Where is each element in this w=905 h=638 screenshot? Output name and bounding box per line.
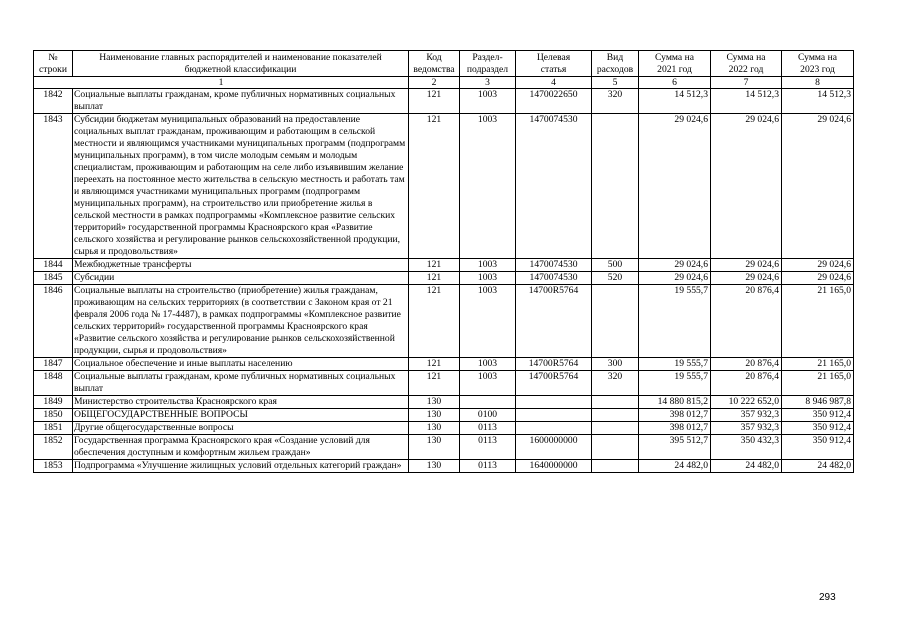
department-code: 130 <box>409 460 460 473</box>
header-name: Наименование главных распорядителей и наименование показателей бюджетной классификации <box>73 51 409 77</box>
expense-type: 320 <box>592 89 639 114</box>
department-code: 121 <box>409 259 460 272</box>
sum-2023: 350 912,4 <box>782 422 854 435</box>
target-item: 1470074530 <box>516 114 592 259</box>
section-code: 1003 <box>460 371 516 396</box>
sum-2021: 19 555,7 <box>639 285 711 358</box>
sum-2022: 29 024,6 <box>711 259 782 272</box>
sum-2023: 29 024,6 <box>782 114 854 259</box>
column-number: 1 <box>34 77 409 89</box>
target-item: 1640000000 <box>516 460 592 473</box>
row-name: Субсидии <box>73 272 409 285</box>
table-row <box>34 259 854 272</box>
target-item <box>516 409 592 422</box>
table-row <box>34 89 854 114</box>
row-number: 1846 <box>34 285 73 358</box>
row-number: 1849 <box>34 396 73 409</box>
target-item: 1470022650 <box>516 89 592 114</box>
column-number: 4 <box>516 77 592 89</box>
header-expense-type: Вид расходов <box>592 51 639 77</box>
sum-2023: 14 512,3 <box>782 89 854 114</box>
target-item: 1600000000 <box>516 435 592 460</box>
sum-2022: 10 222 652,0 <box>711 396 782 409</box>
row-name: ОБЩЕГОСУДАРСТВЕННЫЕ ВОПРОСЫ <box>73 409 409 422</box>
department-code: 130 <box>409 422 460 435</box>
row-name: Государственная программа Красноярского края «Создание условий для обеспечения доступным и комфортным жильем граждан» <box>73 435 409 460</box>
column-number: 5 <box>592 77 639 89</box>
row-name: Субсидии бюджетам муниципальных образований на предоставление социальных выплат гражданам, проживающим и работающим в сельской местности и являющимся участниками муниципальных программ (подпрограмм муниципальных программ), в том числе молодым семьям и молодым специалистам, проживающим и работающим на селе либо изъявившим желание переехать на постоянное место жительства в сельскую местность и работать там и являющимся участниками муниципальных программ (подпрограмм муниципальных программ), на строительство или приобретение жилья в сельской местности в рамках подпрограммы «Комплексное развитие сельских территорий» государственной программы Красноярского края «Развитие сельского хозяйства и регулирование рынков сельскохозяйственной продукции, сырья и продовольствия» <box>73 114 409 259</box>
sum-2023: 21 165,0 <box>782 371 854 396</box>
table-row <box>34 396 854 409</box>
page-number: 293 <box>819 592 836 603</box>
section-code: 0113 <box>460 460 516 473</box>
row-name: Другие общегосударственные вопросы <box>73 422 409 435</box>
sum-2022: 20 876,4 <box>711 371 782 396</box>
section-code <box>460 396 516 409</box>
column-number: 6 <box>639 77 711 89</box>
sum-2022: 29 024,6 <box>711 272 782 285</box>
row-number: 1848 <box>34 371 73 396</box>
sum-2021: 19 555,7 <box>639 371 711 396</box>
section-code: 1003 <box>460 285 516 358</box>
table-row <box>34 422 854 435</box>
expense-type <box>592 285 639 358</box>
row-name: Министерство строительства Красноярского края <box>73 396 409 409</box>
sum-2022: 29 024,6 <box>711 114 782 259</box>
section-code: 1003 <box>460 358 516 371</box>
department-code: 121 <box>409 285 460 358</box>
sum-2023: 21 165,0 <box>782 285 854 358</box>
sum-2021: 29 024,6 <box>639 114 711 259</box>
row-name: Социальные выплаты на строительство (приобретение) жилья гражданам, проживающим на сельских территориях (в соответствии с Законом края от 21 февраля 2006 года № 17-4487), в рамках подпрограммы «Комплексное развитие сельских территорий» государственной программы Красноярского края «Развитие сельского хозяйства и регулирование рынков сельскохозяйственной продукции, сырья и продовольствия» <box>73 285 409 358</box>
table-row <box>34 460 854 473</box>
expense-type: 320 <box>592 371 639 396</box>
target-item: 14700R5764 <box>516 371 592 396</box>
expense-type <box>592 422 639 435</box>
table-row <box>34 114 854 259</box>
column-number: 3 <box>460 77 516 89</box>
row-number: 1853 <box>34 460 73 473</box>
row-number: 1847 <box>34 358 73 371</box>
sum-2022: 357 932,3 <box>711 409 782 422</box>
column-number: 8 <box>782 77 854 89</box>
sum-2021: 24 482,0 <box>639 460 711 473</box>
section-code: 0100 <box>460 409 516 422</box>
row-number: 1845 <box>34 272 73 285</box>
sum-2021: 398 012,7 <box>639 422 711 435</box>
expense-type <box>592 114 639 259</box>
sum-2023: 21 165,0 <box>782 358 854 371</box>
department-code: 130 <box>409 435 460 460</box>
sum-2023: 24 482,0 <box>782 460 854 473</box>
table-row <box>34 358 854 371</box>
column-numbers-row <box>34 77 854 89</box>
header-department-code: Код ведомства <box>409 51 460 77</box>
department-code: 121 <box>409 114 460 259</box>
department-code: 121 <box>409 89 460 114</box>
target-item: 1470074530 <box>516 259 592 272</box>
budget-table <box>33 50 854 473</box>
row-number: 1852 <box>34 435 73 460</box>
sum-2021: 14 512,3 <box>639 89 711 114</box>
sum-2022: 14 512,3 <box>711 89 782 114</box>
sum-2021: 14 880 815,2 <box>639 396 711 409</box>
row-number: 1844 <box>34 259 73 272</box>
sum-2023: 29 024,6 <box>782 259 854 272</box>
expense-type <box>592 409 639 422</box>
department-code: 121 <box>409 272 460 285</box>
section-code: 1003 <box>460 89 516 114</box>
sum-2021: 29 024,6 <box>639 272 711 285</box>
target-item <box>516 396 592 409</box>
row-number: 1850 <box>34 409 73 422</box>
section-code: 0113 <box>460 422 516 435</box>
row-name: Социальные выплаты гражданам, кроме публичных нормативных социальных выплат <box>73 371 409 396</box>
expense-type <box>592 396 639 409</box>
sum-2022: 350 432,3 <box>711 435 782 460</box>
expense-type: 300 <box>592 358 639 371</box>
expense-type: 500 <box>592 259 639 272</box>
table-row <box>34 272 854 285</box>
header-target-item: Целевая статья <box>516 51 592 77</box>
department-code: 130 <box>409 396 460 409</box>
header-sum-2021: Сумма на 2021 год <box>639 51 711 77</box>
table-row <box>34 285 854 358</box>
section-code: 0113 <box>460 435 516 460</box>
header-row-number: № строки <box>34 51 73 77</box>
sum-2022: 20 876,4 <box>711 285 782 358</box>
table-row <box>34 371 854 396</box>
target-item: 1470074530 <box>516 272 592 285</box>
sum-2023: 29 024,6 <box>782 272 854 285</box>
row-name: Межбюджетные трансферты <box>73 259 409 272</box>
department-code: 121 <box>409 358 460 371</box>
department-code: 121 <box>409 371 460 396</box>
sum-2021: 398 012,7 <box>639 409 711 422</box>
table-header <box>34 51 854 89</box>
section-code: 1003 <box>460 114 516 259</box>
sum-2021: 29 024,6 <box>639 259 711 272</box>
row-number: 1851 <box>34 422 73 435</box>
sum-2022: 20 876,4 <box>711 358 782 371</box>
expense-type <box>592 435 639 460</box>
header-sum-2022: Сумма на 2022 год <box>711 51 782 77</box>
section-code: 1003 <box>460 272 516 285</box>
column-number: 2 <box>409 77 460 89</box>
section-code: 1003 <box>460 259 516 272</box>
target-item: 14700R5764 <box>516 285 592 358</box>
row-number: 1842 <box>34 89 73 114</box>
sum-2023: 350 912,4 <box>782 409 854 422</box>
header-sum-2023: Сумма на 2023 год <box>782 51 854 77</box>
row-name: Социальные выплаты гражданам, кроме публичных нормативных социальных выплат <box>73 89 409 114</box>
expense-type: 520 <box>592 272 639 285</box>
table-row <box>34 435 854 460</box>
target-item <box>516 422 592 435</box>
sum-2023: 8 946 987,8 <box>782 396 854 409</box>
row-number: 1843 <box>34 114 73 259</box>
table-body <box>34 89 854 473</box>
sum-2023: 350 912,4 <box>782 435 854 460</box>
target-item: 14700R5764 <box>516 358 592 371</box>
column-number: 7 <box>711 77 782 89</box>
header-section: Раздел- подраздел <box>460 51 516 77</box>
row-name: Социальное обеспечение и иные выплаты населению <box>73 358 409 371</box>
row-name: Подпрограмма «Улучшение жилищных условий отдельных категорий граждан» <box>73 460 409 473</box>
expense-type <box>592 460 639 473</box>
sum-2021: 19 555,7 <box>639 358 711 371</box>
sum-2022: 24 482,0 <box>711 460 782 473</box>
sum-2021: 395 512,7 <box>639 435 711 460</box>
table-row <box>34 409 854 422</box>
department-code: 130 <box>409 409 460 422</box>
sum-2022: 357 932,3 <box>711 422 782 435</box>
